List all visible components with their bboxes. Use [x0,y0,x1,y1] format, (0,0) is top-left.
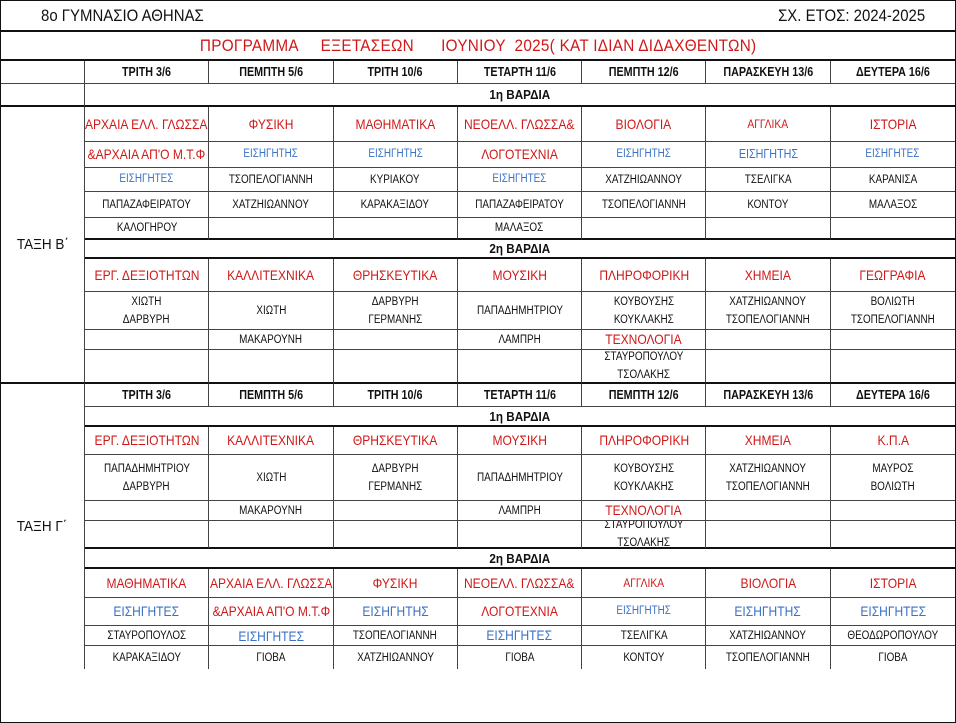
subject-name: ΤΕΧΝΟΛΟΓΙΑ [605,502,682,518]
schedule-title [1,32,955,61]
subject-cell [582,501,706,521]
teacher-name: ΧΑΤΖΗΙΩΑΝΝΟΥ [729,629,807,642]
blank-cell [706,350,830,384]
day-label: ΔΕΥΤΕΡΑ 16/6 [855,64,930,79]
examiner-cell [209,142,333,168]
subject-cell [706,427,830,455]
subject-cell [458,259,582,292]
subject-name: ΛΟΓΟΤΕΧΝΙΑ [481,146,558,162]
teacher-name: ΜΑΚΑΡΟΥΝΗ [239,333,303,346]
teacher-cell [706,192,830,218]
examiner-cell [458,168,582,192]
teacher-cell [458,218,582,240]
teacher-name: ΚΟΥΒΟΥΣΗΣ [613,462,674,475]
blank-cell [334,501,458,521]
blank-cell [582,218,706,240]
teacher-cell [706,455,830,501]
teacher-name: ΔΑΡΒΥΡΗ [123,480,171,493]
subject-name: ΘΡΗΣΚΕΥΤΙΚΑ [353,266,438,283]
teacher-name: ΤΣΟΠΕΛΟΓΙΑΝΝΗ [726,313,811,326]
examiner-cell [582,598,706,626]
examiner-label: ΕΙΣΗΓΗΤΕΣ [860,603,926,619]
teacher-cell [831,626,955,646]
examiner-cell [706,598,830,626]
examiner-label: ΕΙΣΗΓΗΤΗΣ [243,148,299,160]
teacher-cell [334,292,458,330]
teacher-cell [706,646,830,669]
teacher-name: ΚΑΡΑΚΑΞΙΔΟΥ [112,651,181,664]
day-label: ΠΕΜΠΤΗ 5/6 [238,64,303,79]
teacher-name: ΠΑΠΑΖΑΦΕΙΡΑΤΟΥ [102,198,191,211]
teacher-name: ΔΑΡΒΥΡΗ [371,462,419,475]
teacher-name: ΤΣΕΛΙΓΚΑ [744,173,792,186]
day-header [582,61,706,84]
teacher-cell [582,646,706,669]
subject-name: ΒΙΟΛΟΓΙΑ [615,115,672,132]
subject-name: ΑΓΓΛΙΚΑ [747,116,789,131]
teacher-name: ΓΕΡΜΑΝΗΣ [368,313,423,326]
subject-cell [85,427,209,455]
teacher-cell [334,192,458,218]
teacher-name: ΚΟΥΚΛΑΚΗΣ [613,480,674,493]
day-label: ΔΕΥΤΕΡΑ 16/6 [855,387,930,402]
blank-cell [334,521,458,549]
day-header [85,61,209,84]
teacher-name: ΜΑΛΑΞΟΣ [495,222,544,234]
teacher-name: ΠΑΠΑΔΗΜΗΤΡΙΟΥ [476,471,563,484]
teacher-name: ΧΑΤΖΗΙΩΑΝΝΟΥ [605,173,683,186]
day-label: ΤΡΙΤΗ 10/6 [367,64,423,79]
subject-cell [458,569,582,598]
examiner-cell [334,598,458,626]
corner-cell [1,61,85,84]
blank-cell [85,330,209,350]
teacher-name: ΤΣΟΠΕΛΟΓΙΑΝΝΗ [726,480,811,493]
day-label: ΠΕΜΠΤΗ 5/6 [238,387,303,402]
day-header [334,384,458,407]
shift-label [85,240,955,259]
subject-cell [85,569,209,598]
shift-label-text: 1η ΒΑΡΔΙΑ [489,87,551,102]
teacher-cell [582,168,706,192]
school-header [1,1,955,32]
teacher-cell [334,626,458,646]
blank-cell [334,330,458,350]
teacher-cell [209,501,333,521]
teacher-name: ΚΟΝΤΟΥ [623,651,665,664]
subject-cell [334,569,458,598]
teacher-cell [334,646,458,669]
day-header [706,61,830,84]
examiner-cell [334,142,458,168]
teacher-name: ΣΤΑΥΡΟΠΟΥΛΟΥ [604,351,684,363]
blank-cell [458,350,582,384]
subject-cell [831,107,955,142]
subject-name: ΙΣΤΟΡΙΑ [869,574,917,591]
blank-cell [831,521,955,549]
examiner-cell [831,142,955,168]
teacher-name: ΓΕΡΜΑΝΗΣ [368,480,423,493]
blank-cell [85,350,209,384]
teacher-name: ΚΥΡΙΑΚΟΥ [370,173,420,186]
day-header [831,384,955,407]
teacher-name: ΚΟΥΚΛΑΚΗΣ [613,313,674,326]
examiner-label: ΕΙΣΗΓΗΤΗΣ [738,147,798,161]
school-name: 8ο ΓΥΜΝΑΣΙΟ ΑΘΗΝΑΣ [41,6,204,25]
subject-cell [334,107,458,142]
teacher-name: ΔΑΡΒΥΡΗ [123,313,171,326]
day-label: ΤΕΤΑΡΤΗ 11/6 [483,64,556,79]
shift-label [85,84,955,107]
shift-label-text: 1η ΒΑΡΔΙΑ [489,408,551,424]
teacher-name: ΧΑΤΖΗΙΩΑΝΝΟΥ [729,295,807,308]
subject-name: ΝΕΟΕΛΛ. ΓΛΩΣΣΑ& [464,115,575,132]
subject-name: ΓΕΩΓΡΑΦΙΑ [859,266,926,283]
subject-cell [458,427,582,455]
school-year: ΣΧ. ΕΤΟΣ: 2024-2025 [777,6,925,25]
blank-cell [209,218,333,240]
subject-cell [831,569,955,598]
subject-cell [582,259,706,292]
teacher-cell [706,292,830,330]
day-label: ΤΡΙΤΗ 3/6 [122,387,172,402]
examiner-cell [85,598,209,626]
teacher-cell [582,192,706,218]
subject-name: &ΑΡΧΑΙΑ ΑΠ'Ο Μ.Τ.Φ [212,603,330,619]
shift-label [85,407,955,427]
subject-name: ΦΥΣΙΚΗ [372,574,418,591]
teacher-cell [85,218,209,240]
teacher-name: ΛΑΜΠΡΗ [498,504,541,517]
teacher-cell [582,626,706,646]
subject-name: ΧΗΜΕΙΑ [744,266,792,283]
day-header [209,384,333,407]
day-label: ΤΡΙΤΗ 10/6 [367,387,423,402]
teacher-name: ΚΟΝΤΟΥ [747,198,789,211]
blank-cell [334,218,458,240]
blank-cell [85,501,209,521]
teacher-cell [458,455,582,501]
teacher-cell [209,168,333,192]
examiner-label: ΕΙΣΗΓΗΤΕΣ [113,603,180,619]
teacher-cell [209,330,333,350]
teacher-name: ΓΙΟΒΑ [878,651,908,664]
teacher-name: ΒΟΛΙΩΤΗ [870,480,915,493]
subject-name: ΘΡΗΣΚΕΥΤΙΚΑ [353,432,438,448]
subject-name: ΜΑΘΗΜΑΤΙΚΑ [106,574,187,591]
subject-name: ΑΡΧΑΙΑ ΕΛΛ. ΓΛΩΣΣΑ [209,574,333,591]
schedule-title-text: ΠΡΟΓΡΑΜΜΑ ΕΞΕΤΑΣΕΩΝ ΙΟΥΝΙΟΥ 2025( ΚΑΤ ΙΔΙΑΝ ΔΙΔΑΧΘΕΝΤΩΝ) [199,36,757,55]
teacher-name: ΤΣΟΠΕΛΟΓΙΑΝΝΗ [850,313,935,326]
teacher-name: ΚΑΡΑΝΙΣΑ [868,173,917,186]
teacher-cell [706,626,830,646]
examiner-cell [458,626,582,646]
subject-cell [209,427,333,455]
teacher-name: ΠΑΠΑΔΗΜΗΤΡΙΟΥ [103,462,190,475]
subject-cell [582,427,706,455]
teacher-name: ΠΑΠΑΖΑΦΕΙΡΑΤΟΥ [475,198,564,211]
day-label: ΤΕΤΑΡΤΗ 11/6 [483,387,556,402]
teacher-cell [458,330,582,350]
subject-cell [831,427,955,455]
subject-name: ΦΥΣΙΚΗ [248,115,294,132]
blank-cell [831,501,955,521]
teacher-name: ΜΑΚΑΡΟΥΝΗ [239,504,303,517]
blank-cell [209,521,333,549]
day-header [582,384,706,407]
subject-name: ΝΕΟΕΛΛ. ΓΛΩΣΣΑ& [464,574,575,591]
subject-name: ΛΟΓΟΤΕΧΝΙΑ [481,603,558,619]
class-label-text: ΤΑΞΗ Γ΄ [17,518,68,535]
subject-cell [209,107,333,142]
teacher-cell [458,501,582,521]
teacher-cell [85,192,209,218]
subject-name: ΚΑΛΛΙΤΕΧΝΙΚΑ [227,266,315,283]
day-label: ΠΕΜΠΤΗ 12/6 [608,387,679,402]
day-header [458,61,582,84]
day-header [831,61,955,84]
teacher-name: ΚΟΥΒΟΥΣΗΣ [613,295,674,308]
blank-cell [334,350,458,384]
day-header [458,384,582,407]
blank-cell [209,350,333,384]
blank-cell [706,501,830,521]
subject-name: ΕΡΓ. ΔΕΞΙΟΤΗΤΩΝ [94,266,200,283]
examiner-label: ΕΙΣΗΓΗΤΗΣ [734,603,802,619]
subject-cell [831,259,955,292]
subject-cell [706,259,830,292]
teacher-name: ΧΑΤΖΗΙΩΑΝΝΟΥ [232,198,310,211]
blank-cell [458,521,582,549]
subject-name: ΜΟΥΣΙΚΗ [492,432,547,448]
subject-name: ΕΡΓ. ΔΕΞΙΟΤΗΤΩΝ [94,432,200,448]
teacher-cell [85,455,209,501]
examiner-cell [209,626,333,646]
day-header [209,61,333,84]
teacher-cell [831,292,955,330]
class-label [1,384,85,669]
teacher-name: ΤΣΟΛΑΚΗΣ [617,369,671,381]
class-label [1,107,85,384]
teacher-cell [582,292,706,330]
subject-name: ΙΣΤΟΡΙΑ [869,115,917,132]
teacher-cell [85,292,209,330]
subject-name: &ΑΡΧΑΙΑ ΑΠ'Ο Μ.Τ.Φ [87,146,206,162]
teacher-cell [831,455,955,501]
teacher-name: ΤΣΕΛΙΓΚΑ [620,629,668,642]
subject-cell [334,427,458,455]
shift-label [85,549,955,569]
teacher-name: ΔΑΡΒΥΡΗ [371,295,419,308]
day-header [85,384,209,407]
teacher-cell [209,292,333,330]
teacher-name: ΓΙΟΒΑ [504,651,535,664]
shift-label-text: 2η ΒΑΡΔΙΑ [489,550,551,566]
teacher-cell [334,168,458,192]
subject-cell [85,142,209,168]
subject-cell [706,569,830,598]
teacher-cell [458,646,582,669]
teacher-cell [85,626,209,646]
teacher-name: ΤΣΟΠΕΛΟΓΙΑΝΝΗ [353,629,438,642]
shift-label-text: 2η ΒΑΡΔΙΑ [489,241,551,256]
examiner-cell [831,598,955,626]
subject-name: ΑΡΧΑΙΑ ΕΛΛ. ΓΛΩΣΣΑ [85,115,208,132]
subject-name: ΧΗΜΕΙΑ [744,432,792,448]
examiner-cell [582,142,706,168]
day-header [706,384,830,407]
examiner-label: ΕΙΣΗΓΗΤΗΣ [616,148,672,160]
day-label: ΤΡΙΤΗ 3/6 [122,64,172,79]
day-label: ΠΕΜΠΤΗ 12/6 [608,64,679,79]
examiner-label: ΕΙΣΗΓΗΤΗΣ [367,148,423,160]
subject-name: ΑΓΓΛΙΚΑ [623,575,665,590]
blank-cell [85,521,209,549]
examiner-label: ΕΙΣΗΓΗΤΕΣ [486,627,553,643]
teacher-name: ΜΑΛΑΞΟΣ [868,198,917,211]
subject-name: ΠΛΗΡΟΦΟΡΙΚΗ [598,266,689,283]
subject-cell [209,259,333,292]
subject-name: ΤΕΧΝΟΛΟΓΙΑ [605,331,682,347]
teacher-name: ΤΣΟΠΕΛΟΓΙΑΝΝΗ [228,173,313,186]
teacher-name: ΚΑΛΟΓΗΡΟΥ [116,222,177,234]
teacher-cell [706,168,830,192]
teacher-name: ΧΙΩΤΗ [131,295,162,308]
subject-cell [209,598,333,626]
teacher-name: ΚΑΡΑΚΑΞΙΔΟΥ [361,198,430,211]
teacher-name: ΜΑΥΡΟΣ [872,462,914,475]
teacher-cell [831,192,955,218]
teacher-cell [582,521,706,549]
teacher-name: ΘΕΟΔΩΡΟΠΟΥΛΟΥ [847,629,939,642]
examiner-label: ΕΙΣΗΓΗΤΗΣ [362,603,429,619]
subject-cell [582,569,706,598]
subject-cell [582,107,706,142]
subject-name: ΜΑΘΗΜΑΤΙΚΑ [355,115,436,132]
teacher-name: ΧΙΩΤΗ [255,471,286,484]
subject-cell [706,107,830,142]
teacher-cell [458,192,582,218]
subject-cell [85,259,209,292]
subject-cell [458,142,582,168]
blank-cell [1,84,85,107]
teacher-name: ΤΣΟΛΑΚΗΣ [617,537,671,549]
blank-cell [706,521,830,549]
blank-cell [706,330,830,350]
teacher-cell [334,455,458,501]
teacher-name: ΤΣΟΠΕΛΟΓΙΑΝΝΗ [601,198,686,211]
examiner-cell [85,168,209,192]
teacher-name: ΓΙΟΒΑ [256,651,286,664]
teacher-name: ΣΤΑΥΡΟΠΟΥΛΟΣ [107,629,187,642]
teacher-cell [831,168,955,192]
teacher-name: ΠΑΠΑΔΗΜΗΤΡΙΟΥ [476,304,563,317]
subject-name: ΚΑΛΛΙΤΕΧΝΙΚΑ [227,432,315,448]
teacher-cell [85,646,209,669]
teacher-name: ΤΣΟΠΕΛΟΓΙΑΝΝΗ [726,651,811,664]
teacher-cell [209,455,333,501]
day-label: ΠΑΡΑΣΚΕΥΗ 13/6 [723,64,814,79]
subject-name: Κ.Π.Α [877,432,909,448]
subject-name: ΜΟΥΣΙΚΗ [492,266,547,283]
examiner-label: ΕΙΣΗΓΗΤΗΣ [616,605,672,617]
subject-cell [209,569,333,598]
day-header [334,61,458,84]
subject-cell [582,330,706,350]
subject-cell [458,107,582,142]
teacher-cell [582,350,706,384]
teacher-cell [458,292,582,330]
teacher-name: ΧΑΤΖΗΙΩΑΝΝΟΥ [356,651,434,664]
teacher-name: ΣΤΑΥΡΟΠΟΥΛΟΥ [604,521,684,531]
examiner-label: ΕΙΣΗΓΗΤΕΣ [238,627,304,644]
subject-name: ΠΛΗΡΟΦΟΡΙΚΗ [598,432,689,448]
teacher-cell [582,455,706,501]
examiner-label: ΕΙΣΗΓΗΤΕΣ [865,148,920,160]
teacher-cell [209,192,333,218]
examiner-label: ΕΙΣΗΓΗΤΕΣ [492,173,547,185]
teacher-name: ΛΑΜΠΡΗ [498,333,541,346]
blank-cell [706,218,830,240]
blank-cell [831,218,955,240]
teacher-name: ΧΑΤΖΗΙΩΑΝΝΟΥ [729,462,807,475]
teacher-name: ΧΙΩΤΗ [255,304,286,317]
blank-cell [831,350,955,384]
blank-cell [831,330,955,350]
teacher-name: ΒΟΛΙΩΤΗ [870,295,915,308]
examiner-label: ΕΙΣΗΓΗΤΕΣ [119,173,174,185]
subject-cell [458,598,582,626]
teacher-cell [831,646,955,669]
subject-cell [334,259,458,292]
class-label-text: ΤΑΞΗ Β΄ [16,236,69,253]
subject-name: ΒΙΟΛΟΓΙΑ [740,574,796,591]
subject-cell [85,107,209,142]
teacher-cell [209,646,333,669]
examiner-cell [706,142,830,168]
day-label: ΠΑΡΑΣΚΕΥΗ 13/6 [723,387,814,402]
